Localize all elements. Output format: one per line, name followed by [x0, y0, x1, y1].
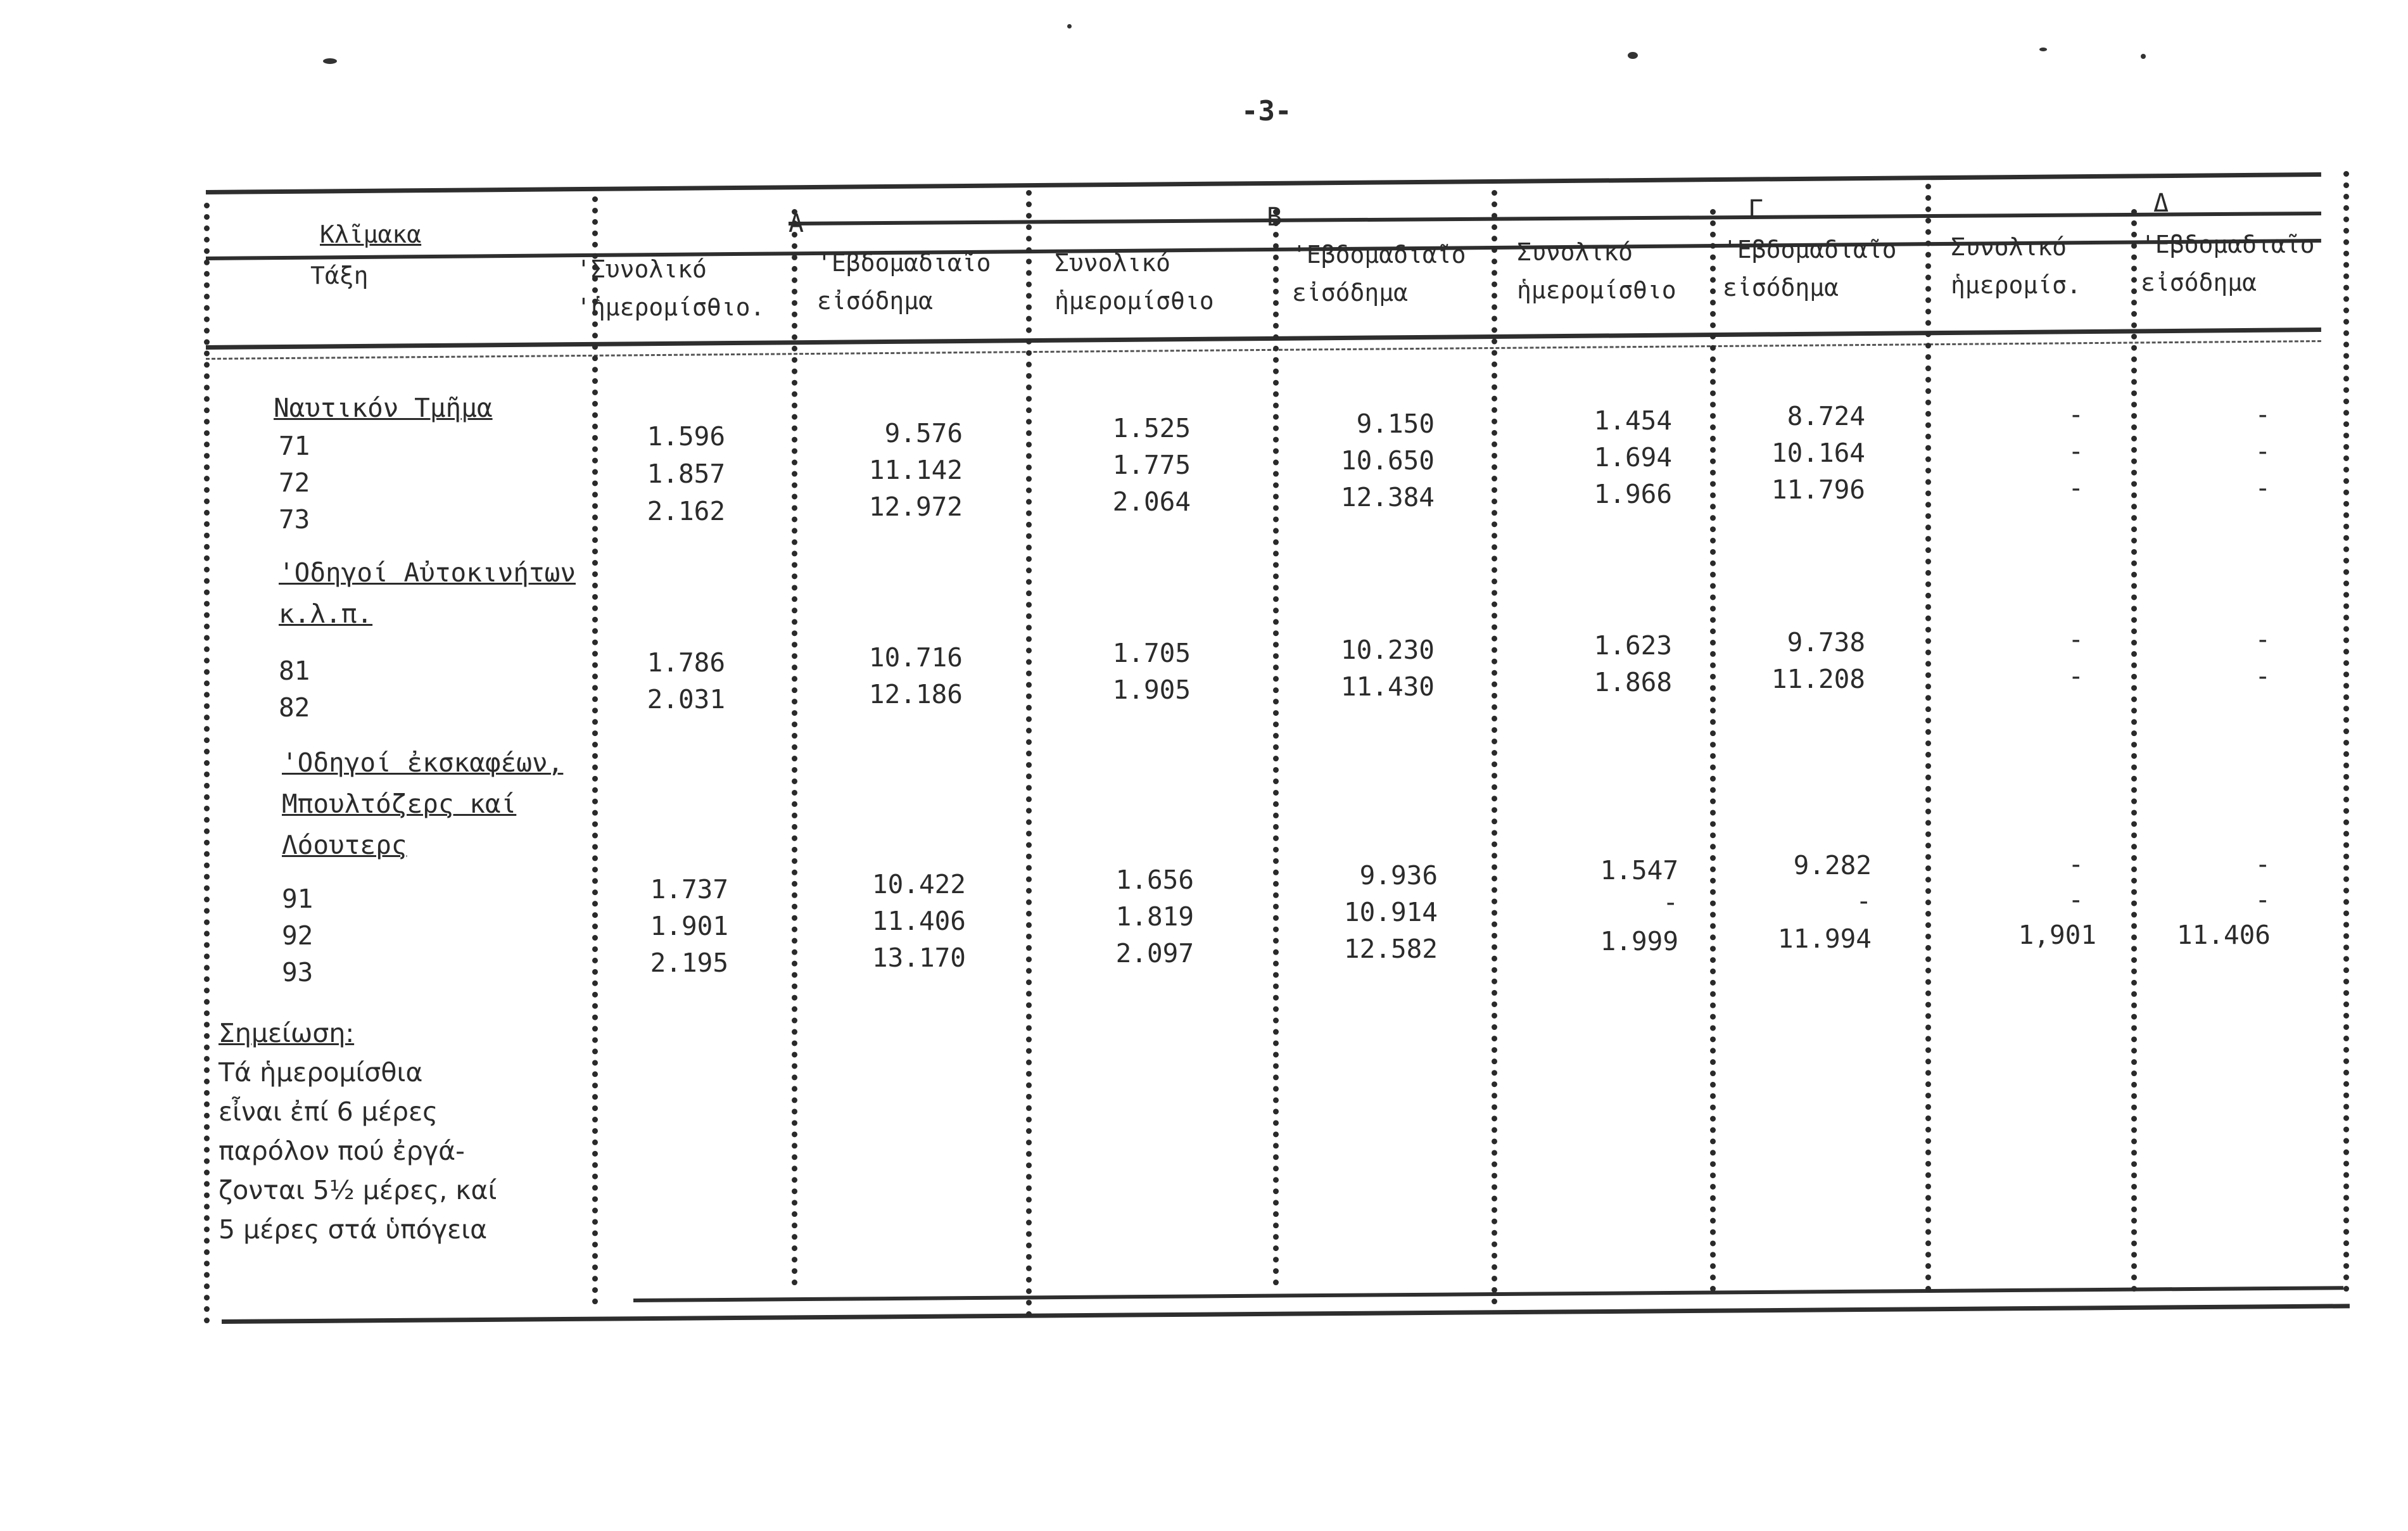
column-separator — [2131, 209, 2137, 1292]
cell-c-weekly: 9.282 — [1793, 850, 1872, 880]
column-separator — [792, 209, 797, 1286]
cell-d-weekly: - — [2255, 399, 2271, 429]
cell-c-total: 1.999 — [1600, 926, 1678, 956]
row-class: 71 — [279, 431, 310, 461]
cell-b-total: 1.525 — [1112, 413, 1191, 443]
header-class: Τάξη — [310, 262, 369, 289]
row-class: 81 — [279, 656, 310, 686]
header-d-total: Συνολικό ἡμερομίσ. — [1951, 233, 2081, 299]
header-a-total: 'Συνολικό 'ἡμερομίσθιο. — [576, 255, 765, 321]
cell-c-total: 1.547 — [1600, 855, 1678, 886]
cell-d-weekly: - — [2255, 473, 2271, 503]
cell-a-weekly: 10.422 — [871, 869, 966, 899]
column-separator — [2343, 171, 2349, 1292]
cell-a-weekly: 12.972 — [868, 492, 963, 522]
note-line: 5 μέρες στά ὑπόγεια — [219, 1214, 488, 1245]
cell-b-weekly: 9.150 — [1356, 409, 1435, 439]
cell-c-total: 1.868 — [1594, 667, 1672, 697]
section-title-cont: Λόουτερς — [282, 830, 407, 860]
cell-b-weekly: 10.230 — [1340, 635, 1435, 665]
cell-b-weekly: 11.430 — [1340, 671, 1435, 702]
cell-d-total: 1,901 — [2018, 920, 2096, 950]
note-line: εἶναι ἐπί 6 μέρες — [219, 1096, 438, 1127]
group-c: Γ — [1748, 195, 1764, 224]
cell-a-total: 1.786 — [647, 647, 725, 678]
scan-speck — [2039, 48, 2047, 51]
cell-b-total: 2.097 — [1115, 938, 1194, 969]
row-class: 92 — [282, 920, 314, 951]
cell-d-total: - — [2068, 849, 2084, 879]
header-c-weekly: 'Εβδομαδιαῖο εἰσόδημα — [1723, 236, 1897, 302]
column-separator — [1492, 190, 1497, 1305]
cell-b-total: 1.656 — [1115, 865, 1194, 895]
cell-b-weekly: 12.384 — [1340, 482, 1435, 512]
cell-d-total: - — [2068, 884, 2084, 915]
section-title: Ναυτικόν Τμῆμα — [274, 393, 493, 423]
cell-a-total: 1.901 — [650, 911, 728, 941]
column-separator — [1273, 209, 1279, 1286]
header-scale: Κλῖμακα — [320, 220, 422, 248]
note-line: ζονται 5½ μέρες, καί — [219, 1175, 497, 1205]
cell-d-weekly: - — [2255, 884, 2271, 915]
cell-b-total: 2.064 — [1112, 486, 1191, 517]
column-separator — [1925, 184, 1931, 1292]
header-b-total: Συνολικό ἡμερομίσθιο — [1055, 249, 1214, 315]
cell-a-weekly: 12.186 — [868, 679, 963, 709]
cell-d-weekly: - — [2255, 661, 2271, 691]
table-bottom-rule — [222, 1304, 2350, 1324]
cell-c-weekly: 9.738 — [1787, 627, 1865, 658]
cell-a-total: 2.162 — [647, 496, 725, 526]
cell-a-weekly: 11.406 — [871, 906, 966, 936]
cell-b-total: 1.819 — [1115, 901, 1194, 932]
cell-c-total: 1.454 — [1594, 405, 1672, 436]
cell-d-weekly: - — [2255, 624, 2271, 654]
scan-speck — [1067, 24, 1072, 29]
cell-d-weekly: 11.406 — [2176, 920, 2271, 950]
cell-c-weekly: 11.994 — [1777, 924, 1872, 954]
cell-d-total: - — [2068, 661, 2084, 691]
cell-c-weekly: - — [1856, 886, 1872, 916]
cell-c-total: - — [1663, 887, 1678, 917]
cell-b-weekly: 10.650 — [1340, 445, 1435, 476]
cell-a-total: 2.031 — [647, 684, 725, 715]
cell-d-weekly: - — [2255, 849, 2271, 879]
header-a-weekly: 'Εβδομαδιαῖο εἰσόδημα — [817, 249, 991, 315]
cell-d-total: - — [2068, 399, 2084, 429]
row-class: 72 — [279, 467, 310, 498]
cell-a-total: 1.857 — [647, 459, 725, 489]
cell-d-total: - — [2068, 436, 2084, 466]
section-title-cont: κ.λ.π. — [279, 599, 373, 629]
column-separator — [592, 196, 598, 1305]
table-inner-bottom-rule — [633, 1286, 2343, 1302]
cell-a-weekly: 10.716 — [868, 642, 963, 673]
section-title-cont: Μπουλτόζερς καί — [282, 789, 517, 819]
cell-d-total: - — [2068, 473, 2084, 503]
row-class: 73 — [279, 504, 310, 535]
section-title: 'Οδηγοί Αὐτοκινήτων — [279, 557, 576, 588]
cell-c-weekly: 8.724 — [1787, 401, 1865, 431]
header-d-weekly: 'Εβδομαδιαῖο εἰσόδημα — [2141, 231, 2315, 296]
group-d: Δ — [2153, 189, 2169, 218]
column-separator — [204, 203, 210, 1324]
cell-b-weekly: 9.936 — [1359, 860, 1438, 891]
cell-c-weekly: 11.796 — [1771, 474, 1865, 505]
table-top-rule — [206, 172, 2321, 194]
header-c-total: Συνολικό ἡμερομίσθιο — [1517, 238, 1676, 304]
cell-d-total: - — [2068, 624, 2084, 654]
cell-d-weekly: - — [2255, 436, 2271, 466]
row-class: 91 — [282, 884, 314, 914]
cell-b-total: 1.775 — [1112, 450, 1191, 480]
group-a: Α — [789, 209, 804, 238]
cell-b-total: 1.705 — [1112, 638, 1191, 668]
cell-a-weekly: 13.170 — [871, 943, 966, 973]
cell-c-weekly: 10.164 — [1771, 438, 1865, 468]
scan-speck — [2141, 54, 2146, 59]
header-b-weekly: 'Εβδομαδιαῖο εἰσόδημα — [1292, 241, 1466, 307]
cell-a-total: 1.596 — [647, 421, 725, 452]
note-block — [219, 1013, 497, 1249]
group-header-rule — [789, 212, 2321, 226]
cell-a-total: 2.195 — [650, 948, 728, 978]
column-separator — [1026, 190, 1032, 1318]
page-number: -3- — [1241, 95, 1292, 127]
cell-c-weekly: 11.208 — [1771, 664, 1865, 694]
group-b: Β — [1267, 203, 1283, 232]
row-class: 93 — [282, 957, 314, 988]
note-line: Τά ἡμερομίσθια — [219, 1057, 423, 1088]
scan-speck — [1628, 52, 1638, 59]
note-line: παρόλον πού ἐργά- — [219, 1136, 465, 1166]
cell-c-total: 1.694 — [1594, 442, 1672, 473]
section-title: 'Οδηγοί ἐκσκαφέων, — [282, 747, 564, 778]
cell-b-total: 1.905 — [1112, 675, 1191, 705]
cell-a-weekly: 11.142 — [868, 455, 963, 485]
cell-b-weekly: 10.914 — [1343, 897, 1438, 927]
cell-a-total: 1.737 — [650, 874, 728, 905]
cell-a-weekly: 9.576 — [884, 418, 963, 448]
cell-c-total: 1.966 — [1594, 479, 1672, 509]
cell-c-total: 1.623 — [1594, 630, 1672, 661]
cell-b-weekly: 12.582 — [1343, 934, 1438, 964]
scan-speck — [323, 58, 337, 64]
row-class: 82 — [279, 692, 310, 723]
note-title: Σημείωση: — [219, 1018, 355, 1048]
column-separator — [1710, 209, 1716, 1292]
